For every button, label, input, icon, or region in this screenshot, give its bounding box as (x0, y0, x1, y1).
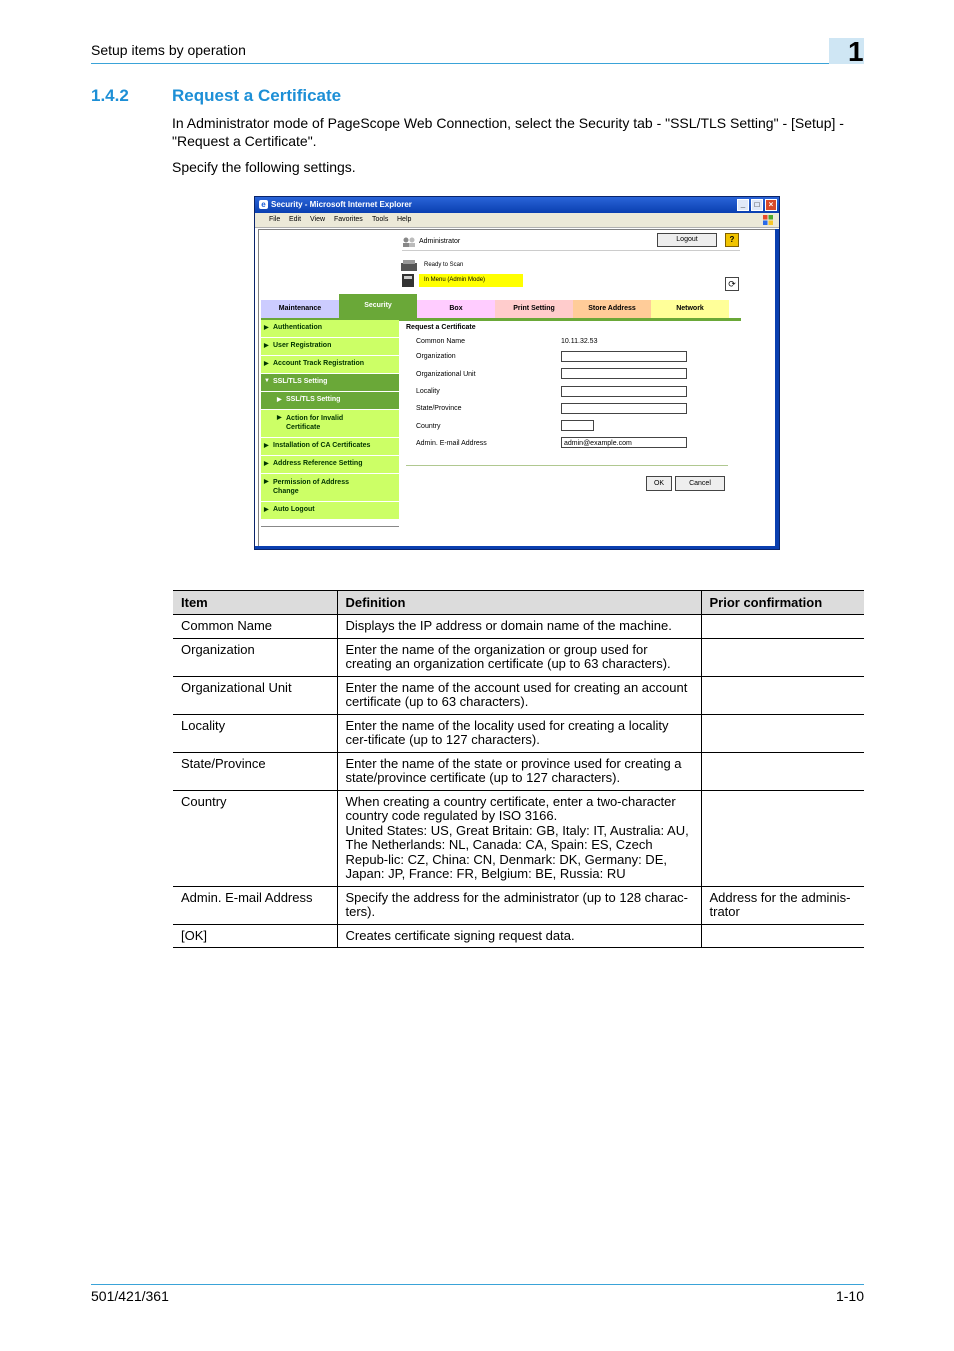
admin-label: Administrator (419, 238, 461, 245)
chapter-number: 1 (848, 36, 864, 67)
running-title: Setup items by operation (91, 42, 246, 58)
cell-prior-confirmation (701, 676, 864, 714)
table-row (173, 638, 864, 676)
cell-prior-confirmation (701, 752, 864, 790)
admin-divider (402, 250, 740, 251)
table-header-row (173, 591, 864, 615)
sidebar-item-ca-certificates[interactable]: ▶ Installation of CA Certificates (261, 438, 399, 456)
cell-item: Admin. E-mail Address (173, 886, 337, 924)
org-unit-input[interactable] (561, 368, 687, 379)
cell-item: Organization (173, 638, 337, 676)
cell-item: Common Name (173, 615, 337, 639)
footer-model: 501/421/361 (91, 1288, 169, 1304)
column-header-item: Item (173, 591, 337, 615)
section-number: 1.4.2 (91, 86, 129, 105)
close-icon[interactable]: × (765, 199, 777, 211)
cell-definition: Enter the name of the state or province used for creating a state/province certificate (up to 127 characters). (337, 752, 701, 790)
sidebar-item-user-registration[interactable]: ▶ User Registration (261, 338, 399, 356)
cell-prior-confirmation (701, 924, 864, 948)
status-text: Ready to Scan (424, 262, 464, 268)
cell-prior-confirmation (701, 790, 864, 886)
cell-prior-confirmation (701, 714, 864, 752)
table-row (173, 615, 864, 639)
window-titlebar (255, 197, 779, 213)
cell-prior-confirmation: Address for the adminis-trator (701, 886, 864, 924)
tab-network[interactable]: Network (651, 300, 729, 318)
menu-edit[interactable]: Edit (289, 216, 302, 223)
state-input[interactable] (561, 403, 687, 414)
organization-input[interactable] (561, 351, 687, 362)
section-title: Request a Certificate (172, 86, 342, 105)
settings-table (173, 590, 864, 948)
help-button[interactable]: ? (725, 233, 739, 247)
cell-prior-confirmation (701, 638, 864, 676)
tab-box[interactable]: Box (417, 300, 495, 318)
intro-paragraph: In Administrator mode of PageScope Web Connection, select the Security tab - "SSL/TLS Setting" - [Setup] - "Request a Certificate". (172, 115, 844, 149)
column-header-prior-confirmation: Prior confirmation (701, 591, 864, 615)
table-row (173, 676, 864, 714)
mode-text: In Menu (Admin Mode) (424, 277, 486, 283)
column-header-definition: Definition (337, 591, 701, 615)
cell-definition: Enter the name of the account used for creating an account certificate (up to 63 characters). (337, 676, 701, 714)
table-row (173, 886, 864, 924)
cell-definition: Creates certificate signing request data. (337, 924, 701, 948)
cell-definition: Enter the name of the locality used for creating a locality cer-tificate (up to 127 characters). (337, 714, 701, 752)
table-row (173, 924, 864, 948)
table-row (173, 790, 864, 886)
cell-definition: Displays the IP address or domain name of the machine. (337, 615, 701, 639)
window-bottom-border (255, 546, 780, 549)
sidebar-bottom-rule (261, 526, 399, 527)
logout-button[interactable]: Logout (657, 233, 717, 247)
sidebar-item-ssl-tls[interactable]: ▼ SSL/TLS Setting (261, 374, 399, 392)
admin-user-icon (402, 237, 416, 247)
cell-definition: Enter the name of the organization or group used for creating an organization certificate (up to 63 characters). (337, 638, 701, 676)
tab-store-address[interactable]: Store Address (573, 300, 651, 318)
field-label-admin-email: Admin. E-mail Address (416, 440, 487, 447)
cancel-button[interactable]: Cancel (675, 476, 725, 491)
field-label-state: State/Province (416, 405, 462, 412)
table-row (173, 752, 864, 790)
footer-page-number: 1-10 (835, 1288, 864, 1304)
field-value-common-name: 10.11.32.53 (561, 338, 598, 345)
sidebar-subitem-ssl-tls[interactable]: ▶ SSL/TLS Setting (261, 392, 399, 410)
cell-item: Country (173, 790, 337, 886)
cell-item: Organizational Unit (173, 676, 337, 714)
refresh-icon[interactable]: ⟳ (725, 277, 739, 291)
sidebar-item-address-reference[interactable]: ▶ Address Reference Setting (261, 456, 399, 474)
ie-icon: e (259, 200, 268, 209)
cell-definition: Specify the address for the administrator (up to 128 charac-ters). (337, 886, 701, 924)
tab-maintenance[interactable]: Maintenance (261, 300, 339, 318)
cell-definition: When creating a country certificate, enter a two-character country code regulated by ISO 3166. United States: US, Great Britain: GB, Italy: IT, Australia: AU, The Netherlands: NL, Canada: CA, Spain: ES, Czech Repub-lic: CZ, China: CN, Denmark: DK, Germany: DE, Japan: JP, France: FR, Belgium: BE, Russia: RU (337, 790, 701, 886)
menu-file[interactable]: File (269, 216, 281, 223)
cell-item: Locality (173, 714, 337, 752)
browser-content (258, 229, 776, 548)
locality-input[interactable] (561, 386, 687, 397)
cell-prior-confirmation (701, 615, 864, 639)
sidebar-item-auto-logout[interactable]: ▶ Auto Logout (261, 502, 399, 520)
windows-flag-icon (763, 215, 773, 225)
sidebar-item-account-track[interactable]: ▶ Account Track Registration (261, 356, 399, 374)
tab-security[interactable]: Security (339, 294, 417, 318)
menu-tools[interactable]: Tools (372, 216, 389, 223)
field-label-organization: Organization (416, 353, 456, 360)
device-mode-icon (400, 272, 416, 288)
table-body (173, 615, 864, 948)
field-label-org-unit: Organizational Unit (416, 371, 476, 378)
intro-instruction: Specify the following settings. (172, 159, 356, 175)
ok-button[interactable]: OK (646, 476, 672, 491)
minimize-icon[interactable]: _ (737, 199, 749, 211)
table-row (173, 714, 864, 752)
form-title: Request a Certificate (406, 324, 476, 331)
menu-help[interactable]: Help (397, 216, 412, 223)
field-label-common-name: Common Name (416, 338, 466, 345)
admin-email-input[interactable]: admin@example.com (561, 437, 687, 448)
browser-screenshot (254, 196, 780, 550)
menu-favorites[interactable]: Favorites (334, 216, 363, 223)
browser-menubar (255, 213, 779, 228)
menu-view[interactable]: View (310, 216, 326, 223)
window-title: Security - Microsoft Internet Explorer (271, 200, 412, 209)
field-label-locality: Locality (416, 388, 440, 395)
sidebar-item-authentication[interactable]: ▶ Authentication (261, 320, 399, 338)
sidebar-subitem-invalid-cert[interactable]: ▶ Action for Invalid Certificate (261, 410, 399, 438)
sidebar-item-permission-address[interactable]: ▶ Permission of Address Change (261, 474, 399, 502)
window-right-border (775, 229, 779, 549)
country-input[interactable] (561, 420, 594, 431)
form-divider (406, 465, 728, 466)
tab-print-setting[interactable]: Print Setting (495, 300, 573, 318)
scanner-status-icon (400, 260, 418, 272)
footer-rule (91, 1284, 864, 1285)
maximize-icon[interactable]: □ (751, 199, 763, 211)
cell-item: [OK] (173, 924, 337, 948)
cell-item: State/Province (173, 752, 337, 790)
field-label-country: Country (416, 423, 441, 430)
header-rule (91, 63, 864, 64)
